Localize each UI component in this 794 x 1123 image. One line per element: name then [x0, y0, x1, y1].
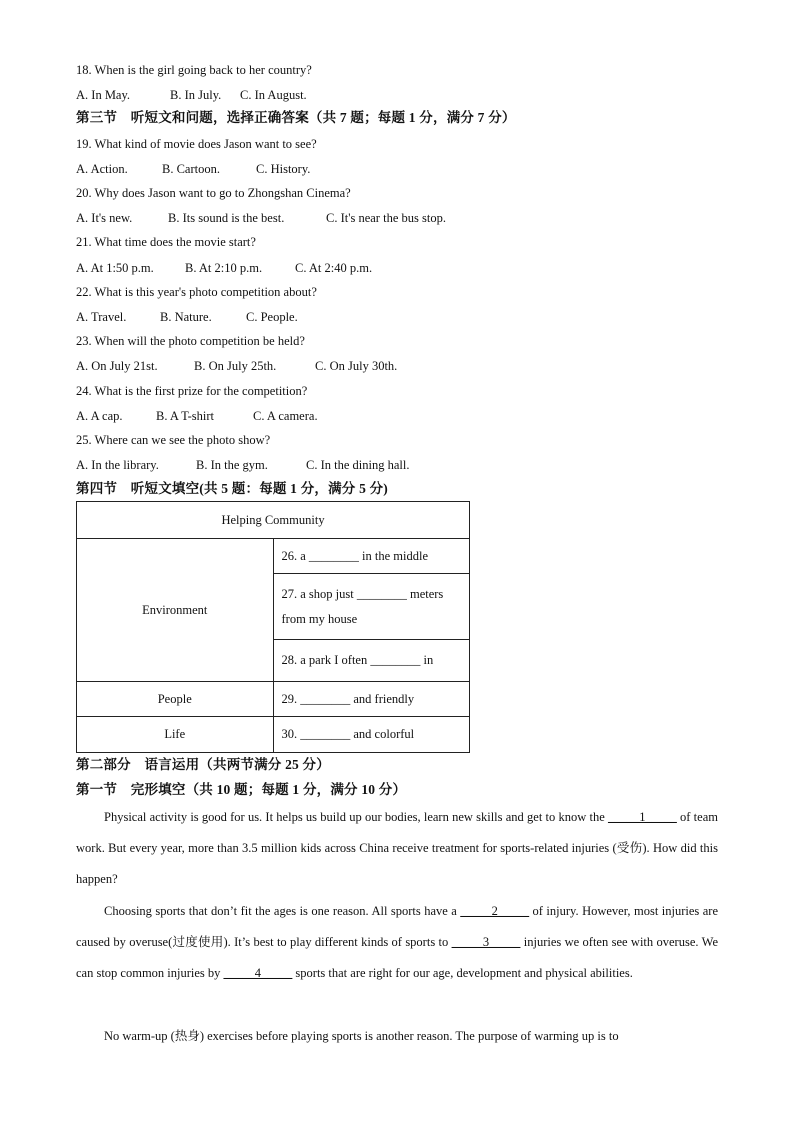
question-19: 19. What kind of movie does Jason want to see?	[76, 137, 317, 151]
option-b: B. A T-shirt	[156, 409, 215, 423]
question-20: 20. Why does Jason want to go to Zhongshan Cinema?	[76, 186, 351, 200]
paragraph-text: Choosing sports that don’t fit the ages is one reason. All sports have a	[104, 904, 461, 918]
paragraph-text: sports that are right for our age, development and physical abilities.	[292, 966, 633, 980]
category-environment: Environment	[77, 539, 274, 682]
option-c: C. In August.	[240, 88, 307, 102]
question-18: 18. When is the girl going back to her country?	[76, 63, 312, 77]
question-21: 21. What time does the movie start?	[76, 235, 256, 249]
options-21	[76, 260, 372, 276]
option-b: B. Its sound is the best.	[168, 211, 285, 225]
table-item-27: 27. a shop just ________ meters from my house	[273, 574, 470, 640]
section4-heading: 第四节 听短文填空(共 5 题：每题 1 分，满分 5 分)	[76, 481, 388, 496]
option-c: C. A camera.	[253, 409, 318, 423]
table-item-28: 28. a park I often ________ in	[273, 640, 470, 682]
cloze-blank-1: _____1_____	[608, 810, 677, 824]
options-23	[76, 358, 397, 374]
option-a: A. Travel.	[76, 310, 127, 324]
cloze-heading: 第一节 完形填空（共 10 题；每题 1 分，满分 10 分）	[76, 782, 407, 797]
listening-fill-table	[76, 501, 470, 753]
options-25	[76, 457, 409, 473]
cloze-blank-3: _____3_____	[451, 935, 521, 949]
cloze-paragraph-2	[76, 896, 718, 989]
question-25: 25. Where can we see the photo show?	[76, 433, 271, 447]
option-a: A. Action.	[76, 162, 128, 176]
option-a: A. In May.	[76, 88, 131, 102]
option-c: C. History.	[256, 162, 311, 176]
paragraph-text: of team work. But every year, more than 3.5 million kids across China receive treatment for sports-related injuries (受伤). How did this happen?	[76, 810, 718, 886]
options-24	[76, 408, 318, 424]
table-item-26: 26. a ________ in the middle	[273, 539, 470, 574]
option-c: C. In the dining hall.	[306, 458, 410, 472]
category-life: Life	[77, 717, 274, 753]
option-b: B. Nature.	[160, 310, 212, 324]
question-24: 24. What is the first prize for the competition?	[76, 384, 308, 398]
options-19	[76, 161, 310, 177]
part2-heading: 第二部分 语言运用（共两节满分 25 分）	[76, 757, 330, 772]
paragraph-text: No warm-up (热身) exercises before playing sports is another reason. The purpose of warming up is to	[104, 1029, 619, 1043]
options-18	[76, 87, 307, 103]
option-b: B. At 2:10 p.m.	[185, 261, 263, 275]
option-a: A. It's new.	[76, 211, 133, 225]
cloze-paragraph-1	[76, 802, 718, 895]
option-c: C. It's near the bus stop.	[326, 211, 446, 225]
option-c: C. On July 30th.	[315, 359, 398, 373]
option-b: B. On July 25th.	[194, 359, 277, 373]
option-b: B. Cartoon.	[162, 162, 220, 176]
paragraph-text: Physical activity is good for us. It helps us build up our bodies, learn new skills and get to know the	[104, 810, 609, 824]
table-item-29: 29. ________ and friendly	[273, 682, 470, 717]
option-a: A. On July 21st.	[76, 359, 158, 373]
question-22: 22. What is this year's photo competition about?	[76, 285, 317, 299]
option-c: C. People.	[246, 310, 298, 324]
cloze-blank-4: _____4_____	[223, 966, 293, 980]
category-people: People	[77, 682, 274, 717]
option-c: C. At 2:40 p.m.	[295, 261, 373, 275]
paragraph-text: of injury. However, most injuries are caused by overuse(过度使用). It’s best to play different kinds of sports to	[76, 904, 718, 949]
cloze-paragraph-3	[76, 1021, 718, 1052]
table-title: Helping Community	[77, 502, 470, 539]
option-a: A. A cap.	[76, 409, 123, 423]
paragraph-text: injuries we often see with overuse. We can stop common injuries by	[76, 935, 718, 980]
options-22	[76, 309, 298, 325]
option-b: B. In July.	[170, 88, 222, 102]
table-item-30: 30. ________ and colorful	[273, 717, 470, 753]
option-b: B. In the gym.	[196, 458, 268, 472]
cloze-blank-2: _____2_____	[460, 904, 530, 918]
option-a: A. In the library.	[76, 458, 159, 472]
section3-heading: 第三节 听短文和问题，选择正确答案（共 7 题；每题 1 分，满分 7 分）	[76, 110, 516, 125]
options-20	[76, 210, 446, 226]
question-23: 23. When will the photo competition be held?	[76, 334, 305, 348]
option-a: A. At 1:50 p.m.	[76, 261, 154, 275]
